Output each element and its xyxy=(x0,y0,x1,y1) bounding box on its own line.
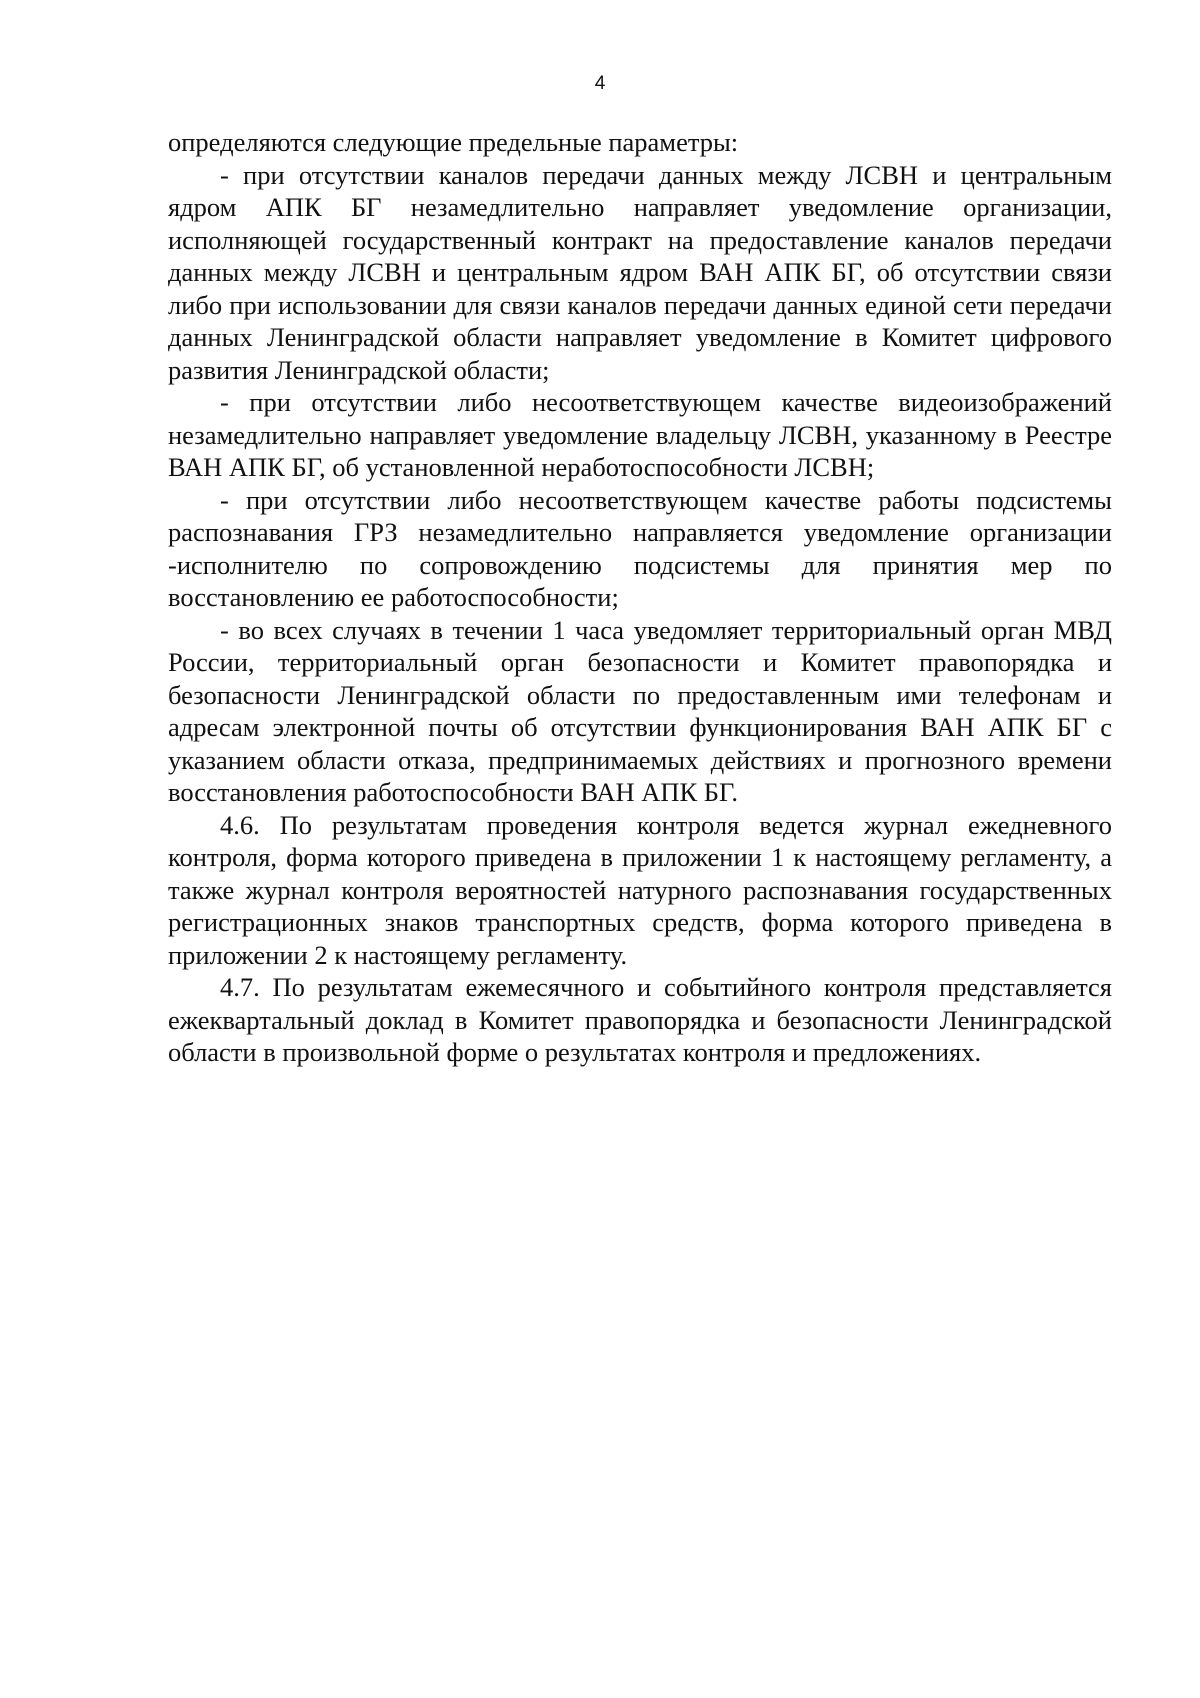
paragraph-all-cases-notification: - во всех случаях в течении 1 часа уведомляет территориальный орган МВД России, территориальный орган безопасности и Комитет правопорядка и безопасности Ленинградской области по предоставленным ими телефонам и адресам электронной почты об отсутствии функционирования ВАН АПК БГ с указанием области отказа, предпринимаемых действиях и прогнозного времени восстановления работоспособности ВАН АПК БГ. xyxy=(168,614,1112,807)
paragraph-section-4-7: 4.7. По результатам ежемесячного и событийного контроля представляется ежеквартальный доклад в Комитет правопорядка и безопасности Ленинградской области в произвольной форме о результатах контроля и предложениях. xyxy=(168,972,1112,1067)
page-number: 4 xyxy=(594,73,606,94)
paragraph-section-4-6: 4.6. По результатам проведения контроля ведется журнал ежедневного контроля, форма которого приведена в приложении 1 к настоящему регламенту, а также журнал контроля вероятностей натурного распознавания государственных регистрационных знаков транспортных средств, форма которого приведена в приложении 2 к настоящему регламенту. xyxy=(168,809,1112,970)
paragraph-no-data-channels: - при отсутствии каналов передачи данных между ЛСВН и центральным ядром АПК БГ незамедлительно направляет уведомление организации, исполняющей государственный контракт на предоставление каналов передачи данных между ЛСВН и центральным ядром ВАН АПК БГ, об отсутствии связи либо при использовании для связи каналов передачи данных единой сети передачи данных Ленинградской области направляет уведомление в Комитет цифрового развития Ленинградской области; xyxy=(168,159,1112,385)
document-body xyxy=(168,126,1112,1069)
paragraph-video-quality: - при отсутствии либо несоответствующем качестве видеоизображений незамедлительно направляет уведомление владельцу ЛСВН, указанному в Реестре ВАН АПК БГ, об установленной неработоспособности ЛСВН; xyxy=(168,387,1112,482)
paragraph-intro: определяются следующие предельные параметры: xyxy=(168,127,739,157)
paragraph-recognition-subsystem: - при отсутствии либо несоответствующем качестве работы подсистемы распознавания ГРЗ незамедлительно направляется уведомление организации -исполнителю по сопровождению подсистемы для принятия мер по восстановлению ее работоспособности; xyxy=(168,484,1112,612)
